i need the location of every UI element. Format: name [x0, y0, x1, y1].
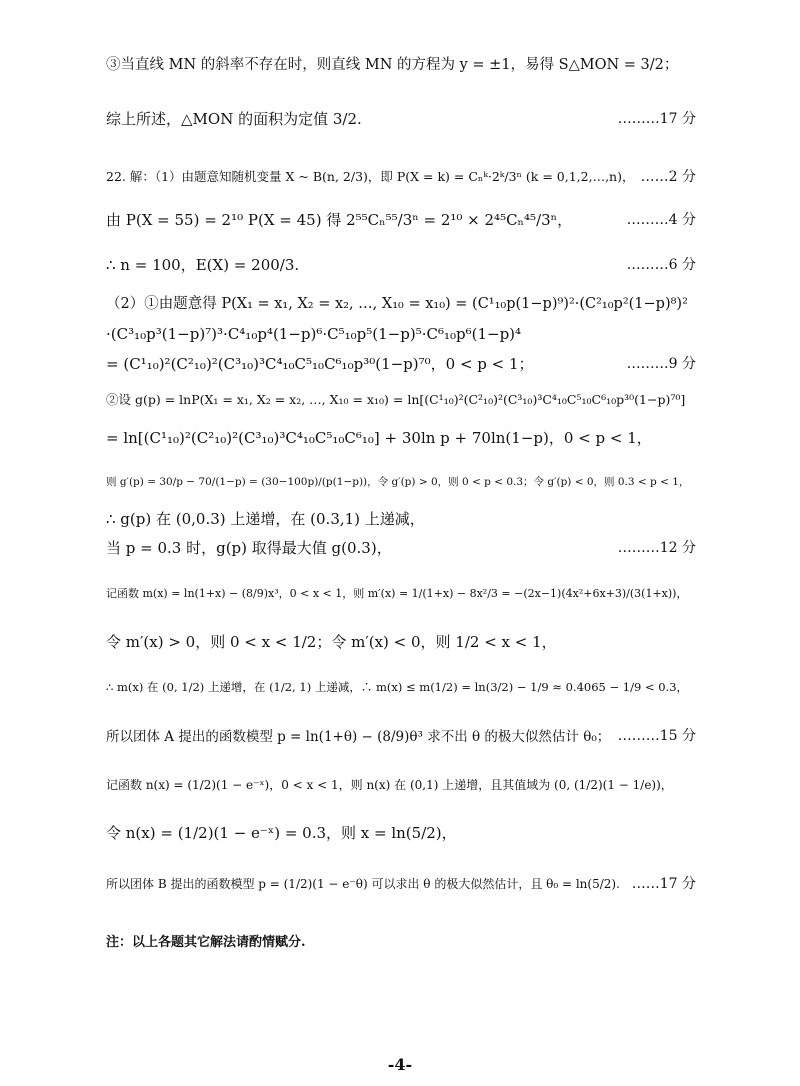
solution-line-20: 所以团体 B 提出的函数模型 p = (1/2)(1 − e⁻θ) 可以求出 θ 的极大似然估计，且 θ₀ = ln(5/2). ……17 分	[106, 866, 696, 900]
solution-line-6: （2）①由题意得 P(X₁ = x₁, X₂ = x₂, …, X₁₀ = x₁₀) = (C¹₁₀p(1−p)⁹)²·(C²₁₀p²(1−p)⁸)²	[106, 295, 688, 312]
solution-line-5: ∴ n = 100，E(X) = 200/3. ………6 分	[106, 255, 696, 274]
solution-line-1: ③当直线 MN 的斜率不存在时，则直线 MN 的方程为 y = ±1，易得 S△MON = 3/2；	[106, 56, 679, 73]
solution-line-4: 由 P(X = 55) = 2¹⁰ P(X = 45) 得 2⁵⁵Cₙ⁵⁵/3ⁿ = 2¹⁰ × 2⁴⁵Cₙ⁴⁵/3ⁿ， ………4 分	[106, 210, 696, 229]
solution-line-14: 记函数 m(x) = ln(1+x) − (8/9)x³，0 < x < 1，则 m′(x) = 1/(1+x) − 8x²/3 = −(2x−1)(4x²+6x+3)/(3(1+x))，	[106, 587, 688, 600]
score-mark: ……17 分	[631, 876, 696, 892]
grading-note: 注：以上各题其它解法请酌情赋分.	[106, 935, 306, 950]
score-mark: ………6 分	[626, 257, 696, 273]
score-mark: ……2 分	[640, 169, 696, 185]
score-mark: ………4 分	[626, 212, 696, 228]
score-mark: ………17 分	[617, 111, 696, 127]
solution-line-11: 则 g′(p) = 30/p − 70/(1−p) = (30−100p)/(p(1−p))，令 g′(p) > 0，则 0 < p < 0.3；令 g′(p) < 0，则 0.3 < p < 1，	[106, 475, 690, 488]
solution-line-19: 令 n(x) = (1/2)(1 − e⁻ˣ) = 0.3，则 x = ln(5/2)，	[106, 823, 457, 842]
solution-line-15: 令 m′(x) > 0，则 0 < x < 1/2；令 m′(x) < 0，则 1/2 < x < 1，	[106, 632, 557, 651]
solution-line-8: = (C¹₁₀)²(C²₁₀)²(C³₁₀)³C⁴₁₀C⁵₁₀C⁶₁₀p³⁰(1−p)⁷⁰，0 < p < 1； ………9 分	[106, 354, 696, 373]
solution-line-13: 当 p = 0.3 时，g(p) 取得最大值 g(0.3)， ………12 分	[106, 538, 696, 557]
solution-line-3: 22. 解：（1）由题意知随机变量 X ~ B(n, 2/3)，即 P(X = k) = Cₙᵏ·2ᵏ/3ⁿ (k = 0,1,2,…,n)， ……2 分	[106, 159, 696, 193]
score-mark: ………12 分	[617, 540, 696, 556]
score-mark: ………9 分	[626, 356, 696, 372]
solution-line-7: ·(C³₁₀p³(1−p)⁷)³·C⁴₁₀p⁴(1−p)⁶·C⁵₁₀p⁵(1−p)⁵·C⁶₁₀p⁶(1−p)⁴	[106, 325, 522, 343]
solution-line-10: = ln[(C¹₁₀)²(C²₁₀)²(C³₁₀)³C⁴₁₀C⁵₁₀C⁶₁₀] + 30ln p + 70ln(1−p)，0 < p < 1，	[106, 428, 652, 447]
page-number: -4-	[387, 1055, 413, 1074]
solution-line-18: 记函数 n(x) = (1/2)(1 − e⁻ˣ)，0 < x < 1，则 n(x) 在 (0,1) 上递增，且其值域为 (0, (1/2)(1 − 1/e))，	[106, 777, 673, 792]
solution-line-2: 综上所述，△MON 的面积为定值 3/2. ………17 分	[106, 109, 696, 128]
solution-line-16: ∴ m(x) 在 (0, 1/2) 上递增，在 (1/2, 1) 上递减，∴ m(x) ≤ m(1/2) = ln(3/2) − 1/9 ≈ 0.4065 − 1/9 < 0.3，	[106, 680, 689, 694]
solution-line-12: ∴ g(p) 在 (0,0.3) 上递增，在 (0.3,1) 上递减，	[106, 509, 425, 528]
solution-line-9: ②设 g(p) = lnP(X₁ = x₁, X₂ = x₂, …, X₁₀ = x₁₀) = ln[(C¹₁₀)²(C²₁₀)²(C³₁₀)³C⁴₁₀C⁵₁₀C⁶₁₀p³⁰(1−p)⁷⁰]	[106, 392, 686, 407]
score-mark: ………15 分	[617, 728, 696, 744]
solution-line-17: 所以团体 A 提出的函数模型 p = ln(1+θ) − (8/9)θ³ 求不出 θ 的极大似然估计 θ₀； ………15 分	[106, 718, 696, 752]
